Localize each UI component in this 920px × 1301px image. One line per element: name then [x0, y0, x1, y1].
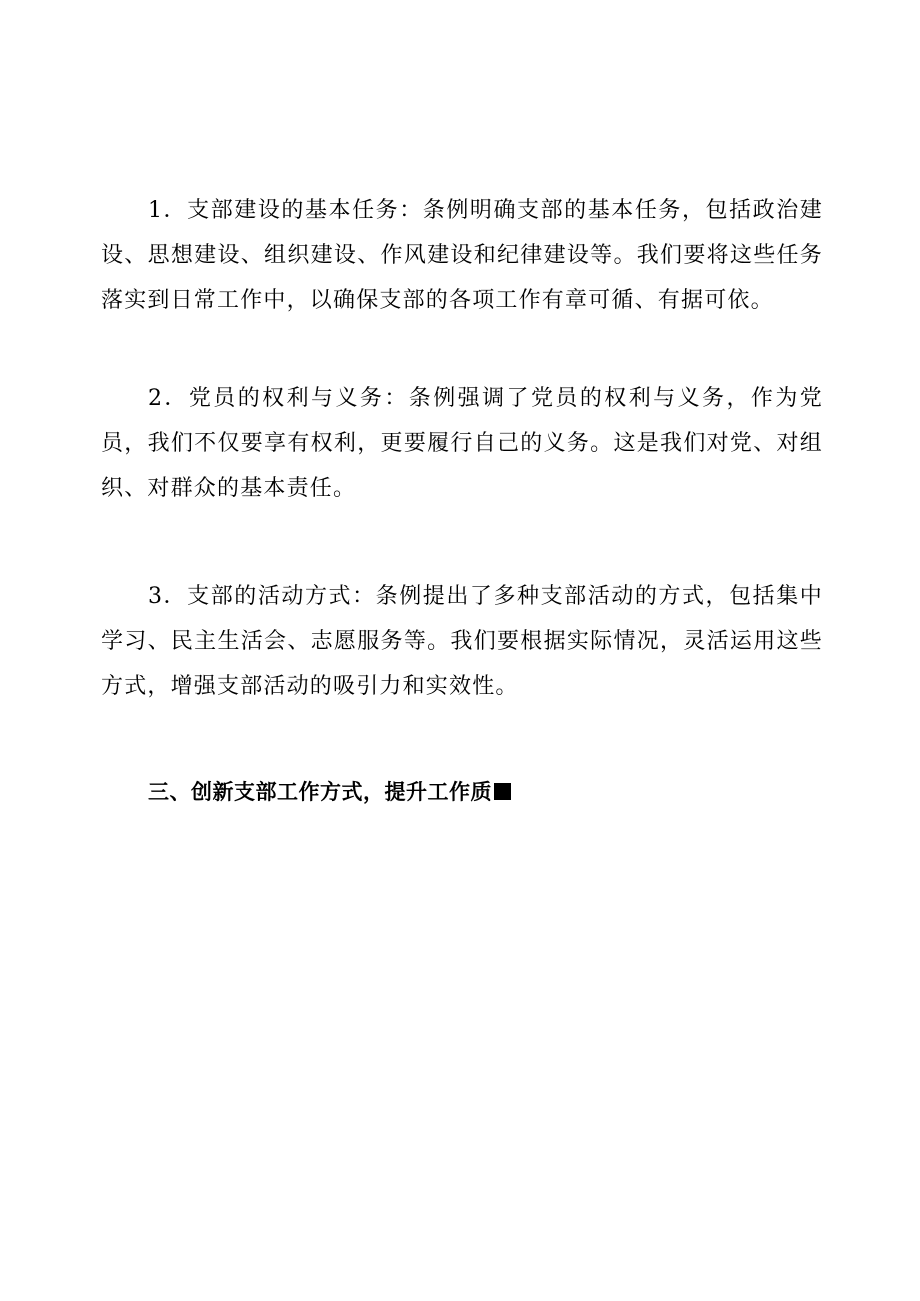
paragraph-branch-tasks: 1．支部建设的基本任务：条例明确支部的基本任务，包括政治建设、思想建设、组织建设、作风建设和纪律建设等。我们要将这些任务落实到日常工作中，以确保支部的各项工作有章可循、有据可依。: [101, 198, 823, 313]
paragraph-member-rights: 2．党员的权利与义务：条例强调了党员的权利与义务，作为党员，我们不仅要享有权利，更要履行自己的义务。这是我们对党、对组织、对群众的基本责任。: [101, 386, 823, 501]
section-heading-text: 三、创新支部工作方式，提升工作质: [148, 780, 492, 804]
missing-glyph-block-icon: [494, 783, 511, 800]
section-heading: [148, 770, 511, 815]
paragraph-activity-methods: 3．支部的活动方式：条例提出了多种支部活动的方式，包括集中学习、民主生活会、志愿服务等。我们要根据实际情况，灵活运用这些方式，增强支部活动的吸引力和实效性。: [101, 584, 823, 699]
